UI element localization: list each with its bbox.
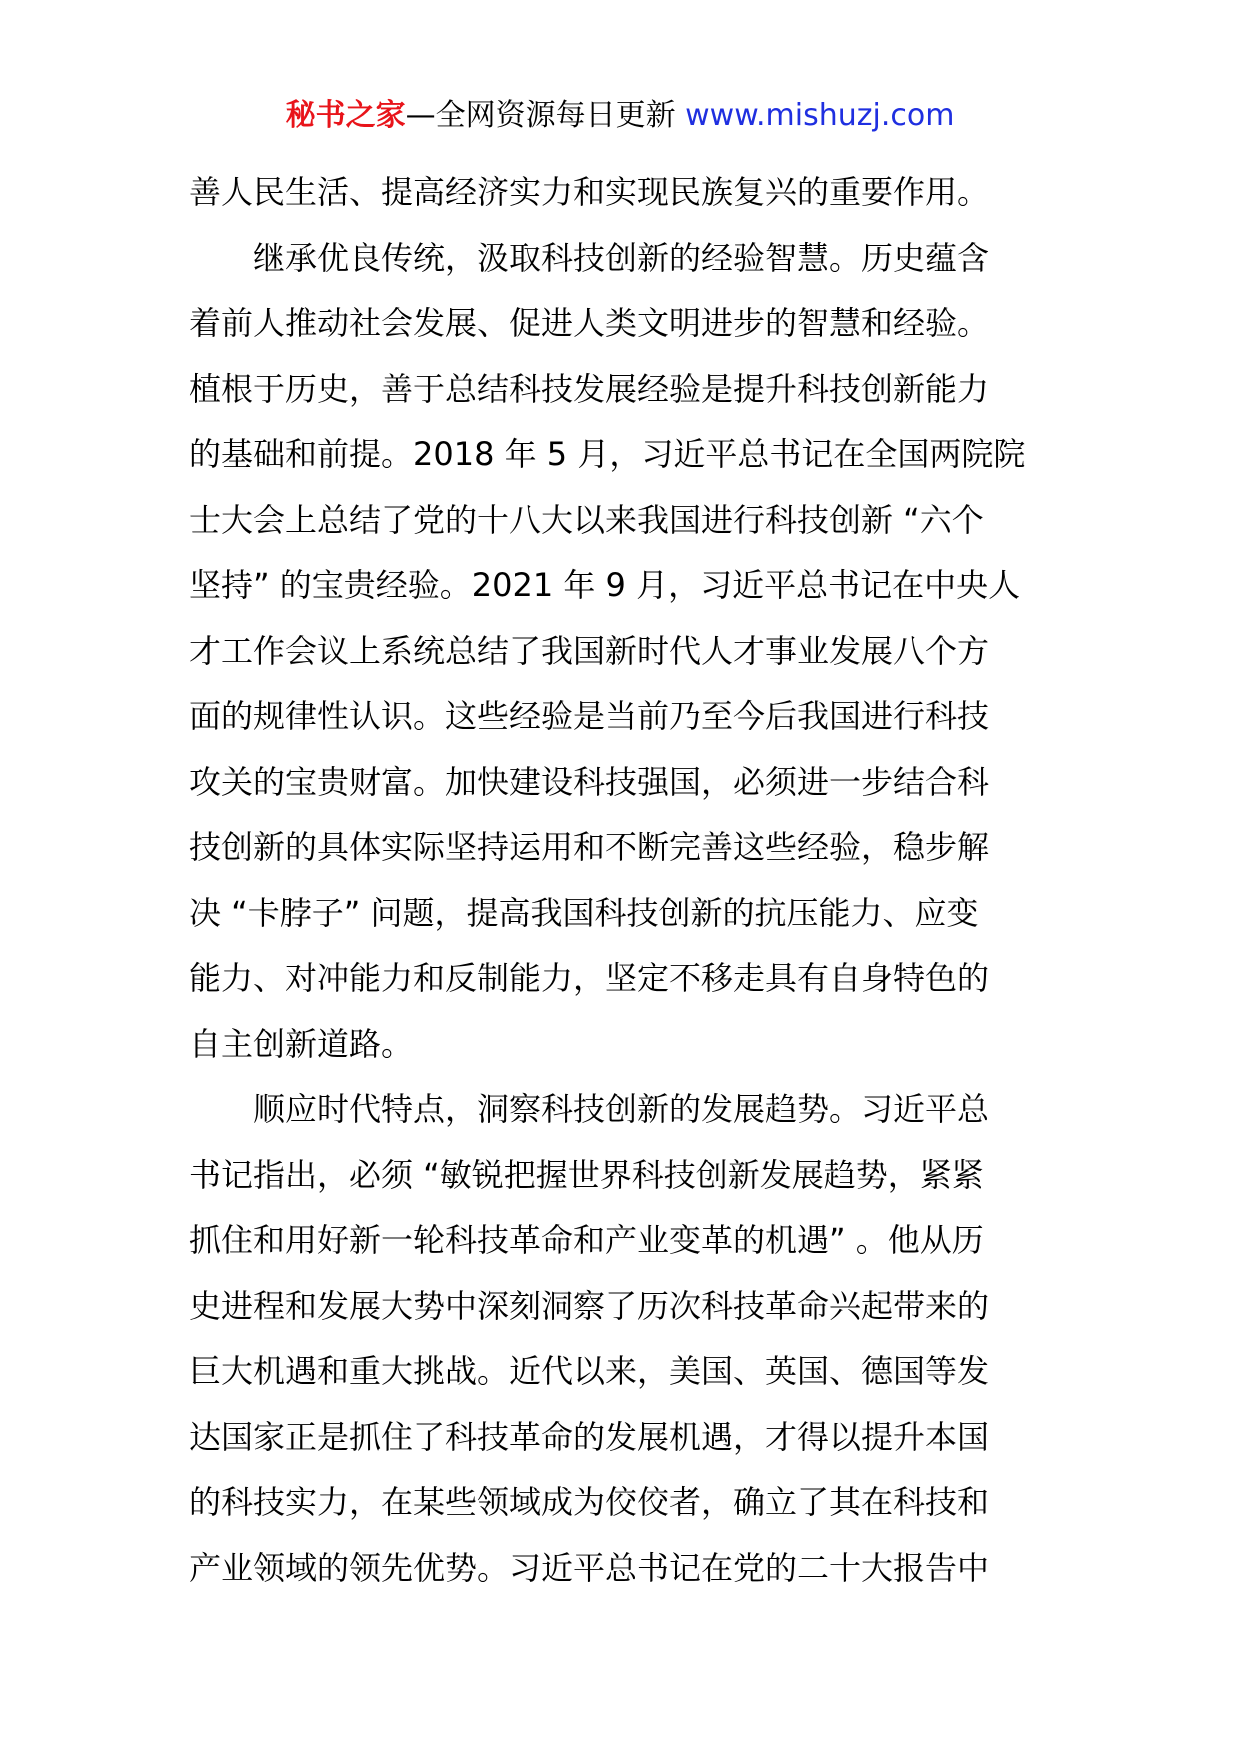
text-line: 技创新的具体实际坚持运用和不断完善这些经验，稳步解 [189,828,990,866]
text-line: 着前人推动社会发展、促进人类文明进步的智慧和经验。 [189,304,990,342]
page-header [0,96,1240,136]
text-line: 抓住和用好新一轮科技革命和产业变革的机遇” 。他从历 [189,1221,984,1259]
paragraph-start: 继承优良传统，汲取科技创新的经验智慧。历史蕴含 [253,238,990,277]
site-brand[interactable]: 秘书之家 [285,98,406,133]
text-line: 产业领域的领先优势。习近平总书记在党的二十大报告中 [189,1548,990,1587]
text-line: 自主创新道路。 [189,1024,414,1063]
text-line: 善人民生活、提高经济实力和实现民族复兴的重要作用。 [189,173,990,211]
text-line: 的科技实力，在某些领域成为佼佼者，确立了其在科技和 [189,1483,990,1521]
text-line: 面的规律性认识。这些经验是当前乃至今后我国进行科技 [189,697,990,735]
site-url-link[interactable]: www.mishuzj.com [685,98,955,133]
text-line: 攻关的宝贵财富。加快建设科技强国，必须进一步结合科 [189,762,990,801]
text-line: 士大会上总结了党的十八大以来我国进行科技创新 “六个 [189,500,984,539]
text-line: 坚持” 的宝贵经验。2021 年 9 月，习近平总书记在中央人 [189,566,1021,604]
text-line: 才工作会议上系统总结了我国新时代人才事业发展八个方 [189,631,990,670]
paragraph-start: 顺应时代特点，洞察科技创新的发展趋势。习近平总 [253,1090,990,1128]
text-line: 能力、对冲能力和反制能力，坚定不移走具有自身特色的 [189,959,990,997]
text-line: 的基础和前提。2018 年 5 月，习近平总书记在全国两院院 [189,435,1026,473]
site-tagline: —全网资源每日更新 [405,98,676,133]
text-line: 达国家正是抓住了科技革命的发展机遇，才得以提升本国 [189,1417,990,1456]
text-line: 决 “卡脖子” 问题，提高我国科技创新的抗压能力、应变 [189,893,979,932]
text-line: 植根于历史，善于总结科技发展经验是提升科技创新能力 [189,369,990,408]
document-body [189,160,1056,1601]
text-line: 书记指出，必须 “敏锐把握世界科技创新发展趋势，紧紧 [189,1155,984,1194]
text-line: 巨大机遇和重大挑战。近代以来，美国、英国、德国等发 [189,1352,990,1390]
text-line: 史进程和发展大势中深刻洞察了历次科技革命兴起带来的 [189,1286,990,1325]
